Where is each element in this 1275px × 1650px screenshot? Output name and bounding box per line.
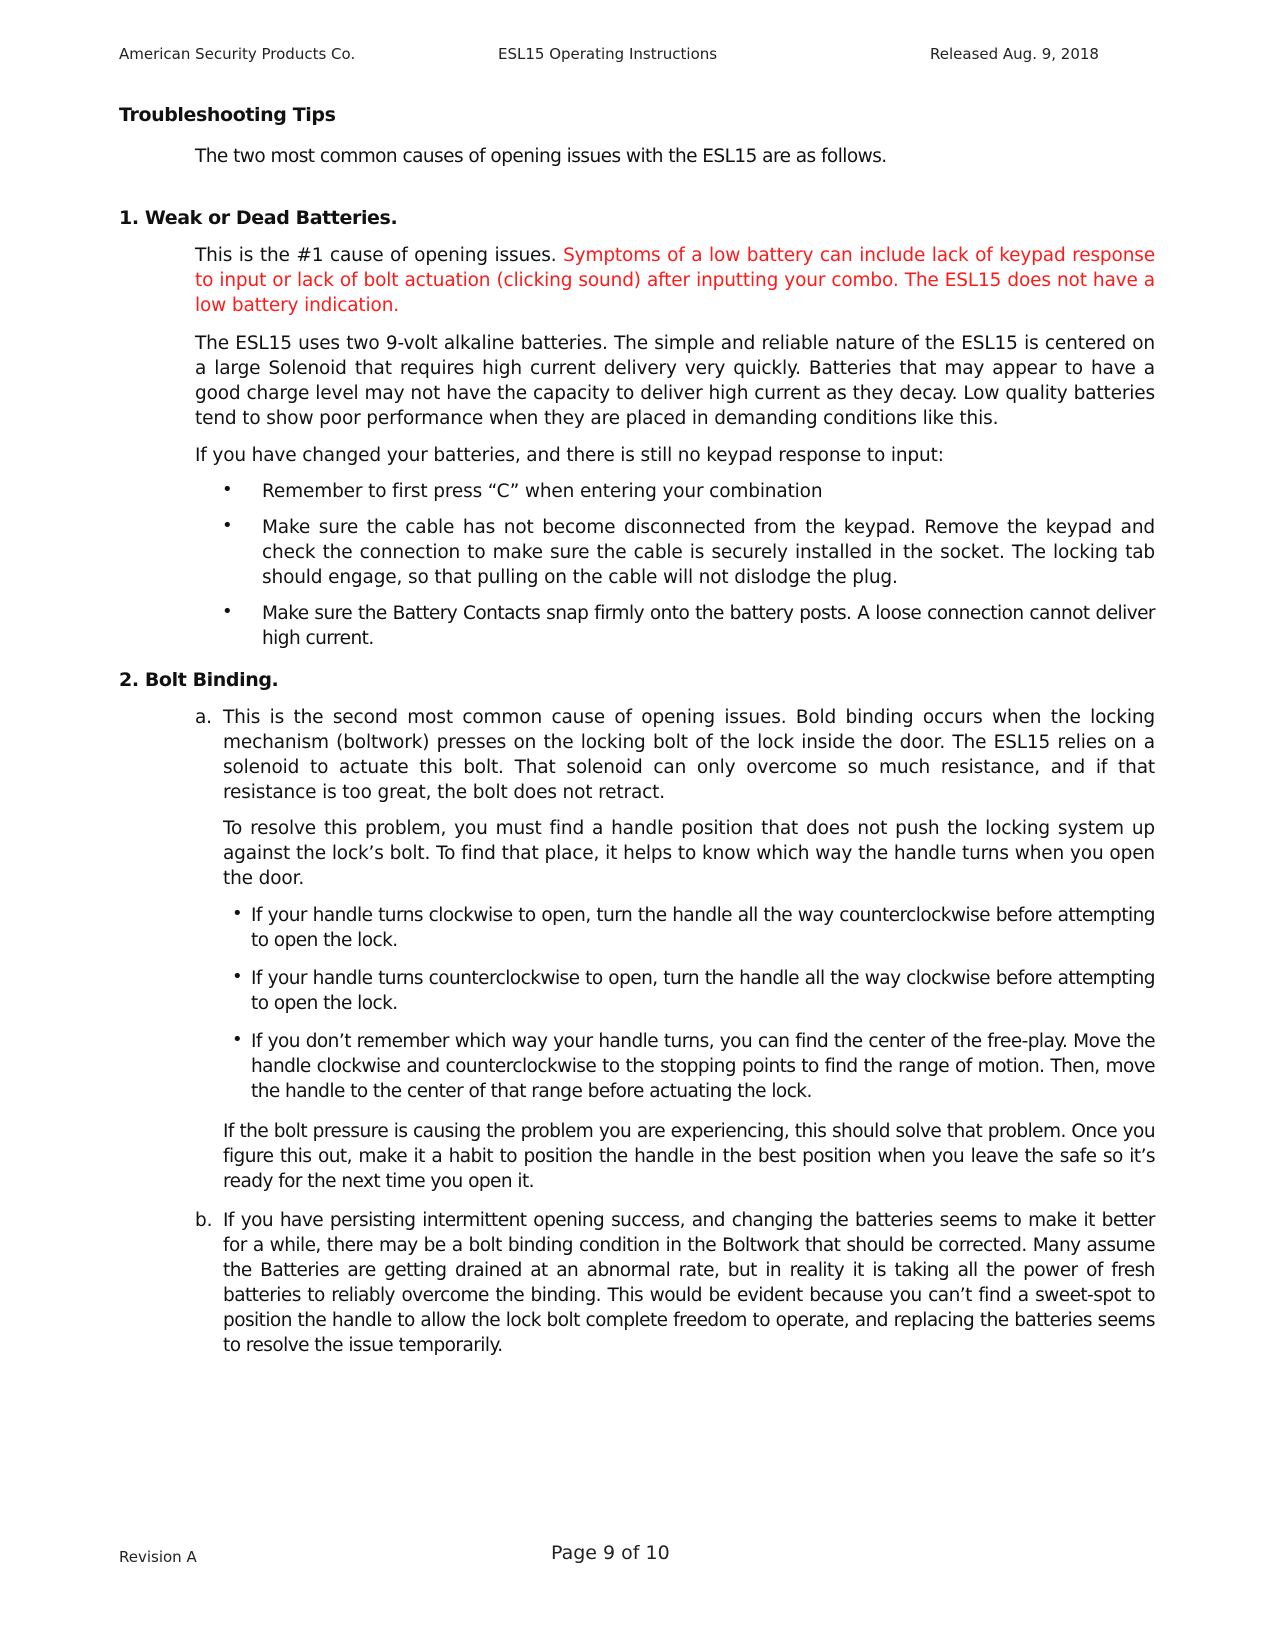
bullet-marker: • xyxy=(232,966,243,987)
section-1-paragraph-1 xyxy=(195,243,1155,318)
bullet-marker: • xyxy=(222,601,233,622)
bullet-marker: • xyxy=(232,1029,243,1050)
list-marker-a: a. xyxy=(195,707,212,728)
bullet-marker: • xyxy=(222,515,233,536)
bullet-marker: • xyxy=(232,903,243,924)
header-document-title: ESL15 Operating Instructions xyxy=(498,45,718,63)
low-battery-warning: Symptoms of a low battery can include lack of keypad response to input or lack of bolt actuation (clicking sound) after inputting your combo. The ESL15 does not have a low battery indication. xyxy=(195,245,1155,316)
bullet-item: If your handle turns counterclockwise to open, turn the handle all the way clockwise before attempting to open the lock. xyxy=(251,968,1155,1014)
section-1-paragraph-1-intro: This is the #1 cause of opening issues. xyxy=(195,245,564,266)
section-1-heading: 1. Weak or Dead Batteries. xyxy=(119,207,398,229)
section-2a-paragraph-3: If the bolt pressure is causing the problem you are experiencing, this should solve that problem. Once you figure this out, make it a habit to position the handle in the best position when you leave the safe so it’s ready for the next time you open it. xyxy=(223,1121,1155,1192)
bullet-item: If you don’t remember which way your handle turns, you can find the center of the free-play. Move the handle clockwise and counterclockwise to the stopping points to find the range of motion. Then, move the handle to the center of that range before actuating the lock. xyxy=(251,1031,1155,1102)
bullet-item: Remember to first press “C” when entering your combination xyxy=(262,481,823,502)
bullet-item: If your handle turns clockwise to open, turn the handle all the way counterclockwise before attempting to open the lock. xyxy=(251,905,1155,951)
footer-page-number: Page 9 of 10 xyxy=(551,1542,670,1564)
intro-paragraph: The two most common causes of opening issues with the ESL15 are as follows. xyxy=(195,146,887,167)
section-2a-paragraph-2: To resolve this problem, you must find a handle position that does not push the locking system up against the lock’s bolt. To find that place, it helps to know which way the handle turns when you open the door. xyxy=(223,818,1155,889)
header-company: American Security Products Co. xyxy=(119,45,356,63)
section-2-heading: 2. Bolt Binding. xyxy=(119,669,279,691)
bullet-item: Make sure the Battery Contacts snap firmly onto the battery posts. A loose connection cannot deliver high current. xyxy=(262,603,1155,649)
footer-revision: Revision A xyxy=(119,1548,197,1566)
section-2b-paragraph: If you have persisting intermittent opening success, and changing the batteries seems to make it better for a while, there may be a bolt binding condition in the Boltwork that should be corrected. Many assume the Batteries are getting drained at an abnormal rate, but in reality it is taking all the power of fresh batteries to reliably overcome the binding. This would be evident because you can’t find a sweet-spot to position the handle to allow the lock bolt complete freedom to operate, and replacing the batteries seems to resolve the issue temporarily. xyxy=(223,1210,1155,1356)
header-release-date: Released Aug. 9, 2018 xyxy=(930,45,1099,63)
bullet-marker: • xyxy=(222,479,233,500)
bullet-item: Make sure the cable has not become disconnected from the keypad. Remove the keypad and check the connection to make sure the cable is securely installed in the socket. The locking tab should engage, so that pulling on the cable will not dislodge the plug. xyxy=(262,517,1155,588)
section-1-paragraph-3: If you have changed your batteries, and there is still no keypad response to input: xyxy=(195,445,944,466)
list-marker-b: b. xyxy=(195,1210,213,1231)
section-1-paragraph-2: The ESL15 uses two 9-volt alkaline batteries. The simple and reliable nature of the ESL15 is centered on a large Solenoid that requires high current delivery very quickly. Batteries that may appear to have a good charge level may not have the capacity to deliver high current as they decay. Low quality batteries tend to show poor performance when they are placed in demanding conditions like this. xyxy=(195,333,1155,429)
section-2a-paragraph-1: This is the second most common cause of opening issues. Bold binding occurs when the locking mechanism (boltwork) presses on the locking bolt of the lock inside the door. The ESL15 relies on a solenoid to actuate this bolt. That solenoid can only overcome so much resistance, and if that resistance is too great, the bolt does not retract. xyxy=(223,707,1155,803)
page-title: Troubleshooting Tips xyxy=(119,104,336,126)
